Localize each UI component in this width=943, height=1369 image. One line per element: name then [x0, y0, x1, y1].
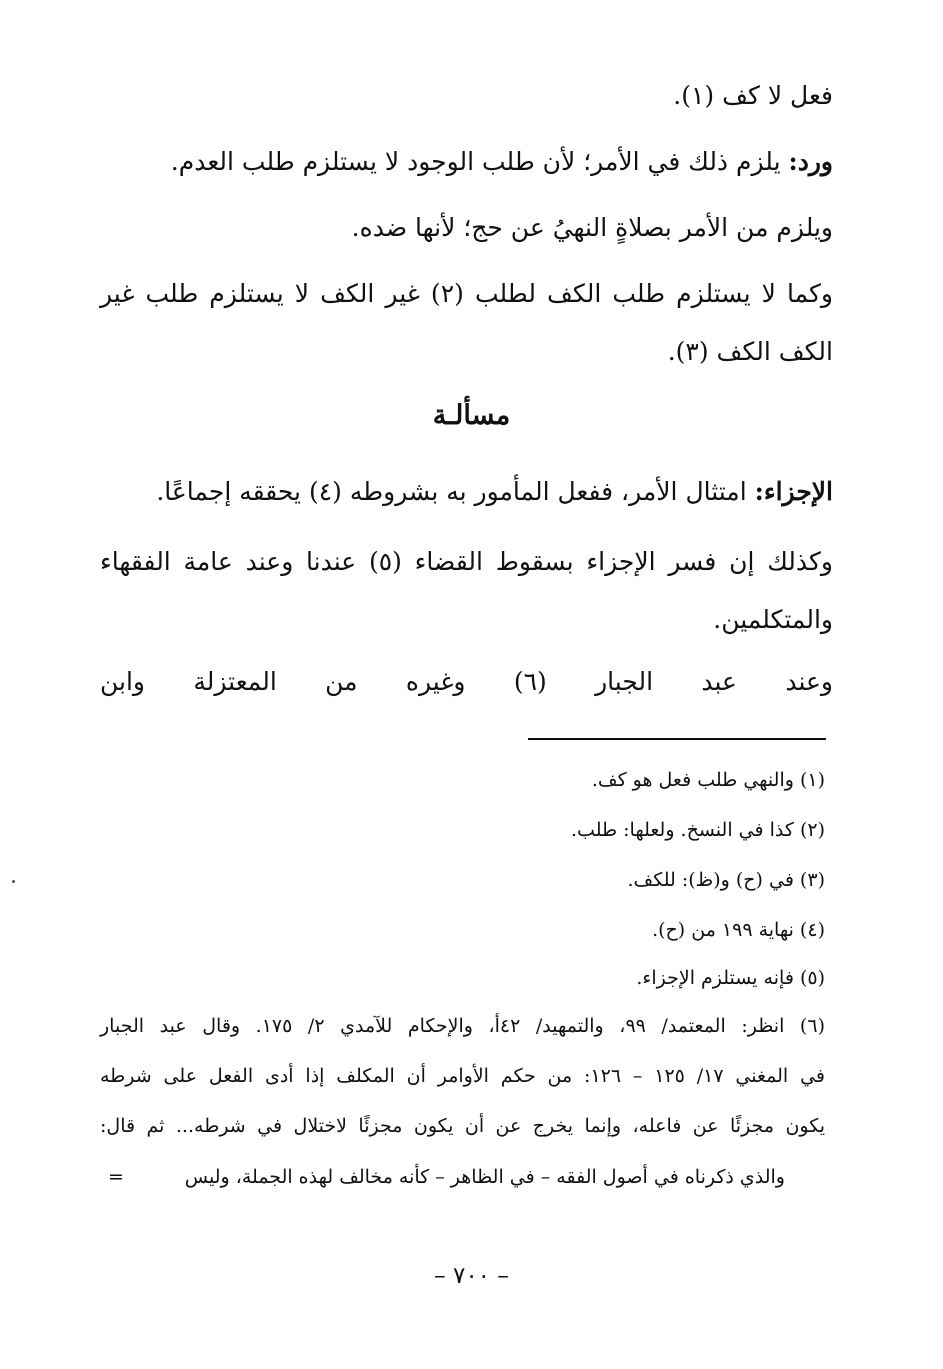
body-line-9: وعند عبد الجبار (٦) وغيره من المعتزلة وابن: [100, 667, 833, 696]
footnote-6-line-1: (٦) انظر: المعتمد/ ٩٩، والتمهيد/ ٤٢أ، والإحكام للآمدي ٢/ ١٧٥. وقال عبد الجبار: [100, 1015, 825, 1037]
footnote-1: (١) والنهي طلب فعل هو كف.: [591, 769, 825, 791]
scan-speck: [12, 880, 15, 883]
continuation-mark: =: [108, 1166, 124, 1188]
body-line-2: [171, 144, 833, 180]
term-ijza: الإجزاء:: [754, 477, 833, 506]
footnote-2: (٢) كذا في النسخ. ولعلها: طلب.: [571, 819, 825, 841]
footnote-separator: [528, 738, 826, 740]
footnote-5: (٥) فإنه يستلزم الإجزاء.: [636, 967, 825, 989]
footnote-6-line-2: في المغني ١٧/ ١٢٥ – ١٢٦: من حكم الأوامر أن المكلف إذا أدى الفعل على شرطه: [100, 1065, 825, 1087]
body-line-4: وكما لا يستلزم طلب الكف لطلب (٢) غير الكف لا يستلزم طلب غير: [100, 279, 834, 308]
footnote-4: (٤) نهاية ١٩٩ من (ح).: [652, 919, 825, 941]
page-number: – ٧٠٠ –: [434, 1263, 509, 1289]
footnote-6-line-3: يكون مجزئًا عن فاعله، وإنما يخرج عن أن يكون مجزئًا لاختلال في شرطه... ثم قال:: [100, 1115, 825, 1137]
body-line-2-text: يلزم ذلك في الأمر؛ لأن طلب الوجود لا يستلزم طلب العدم.: [170, 147, 781, 176]
body-line-3: ويلزم من الأمر بصلاةٍ النهيُ عن حج؛ لأنها ضده.: [351, 213, 833, 242]
body-line-7: وكذلك إن فسر الإجزاء بسقوط القضاء (٥) عندنا وعند عامة الفقهاء: [100, 547, 833, 576]
body-line-6: [156, 474, 833, 510]
footnote-3: (٣) في (ح) و(ظ): للكف.: [627, 869, 825, 891]
term-ward: ورد:: [788, 147, 833, 176]
section-title: مسألـة: [432, 400, 511, 431]
footnote-6-line-4: والذي ذكرناه في أصول الفقه – في الظاهر – كأنه مخالف لهذه الجملة، وليس: [184, 1166, 785, 1188]
body-line-8: والمتكلمين.: [713, 605, 833, 634]
body-line-6-text: امتثال الأمر، ففعل المأمور به بشروطه (٤) يحققه إجماعًا.: [156, 477, 747, 506]
body-line-5: الكف الكف (٣).: [667, 337, 833, 366]
body-line-1: فعل لا كف (١).: [673, 81, 833, 110]
